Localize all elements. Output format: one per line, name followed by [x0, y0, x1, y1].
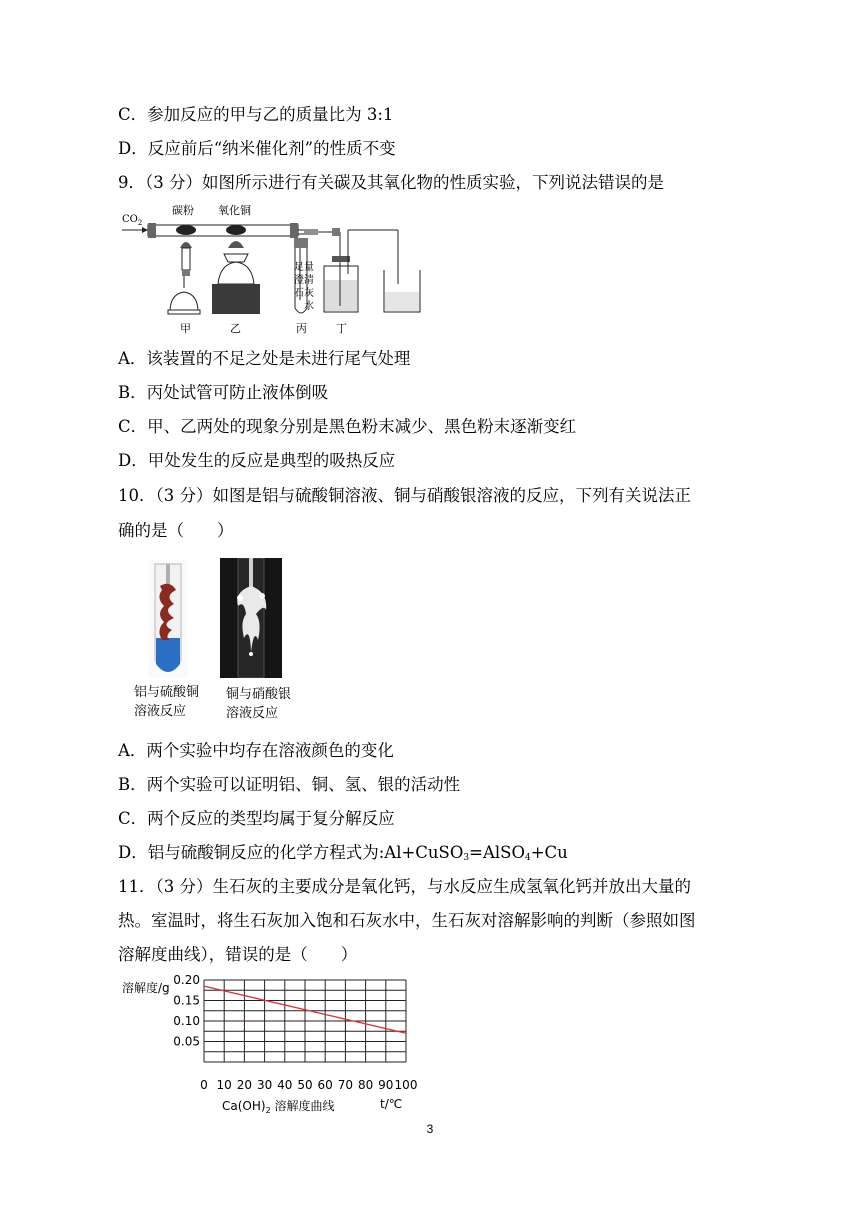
solubility-curve-chart [118, 974, 438, 1114]
q10-stem-line1: 10．（3 分）如图是铝与硫酸铜溶液、铜与硝酸银溶液的反应，下列有关说法正 [118, 486, 691, 505]
caption-left-line2: 溶液反应 [134, 704, 187, 719]
q10-option-d-sub2: 4 [524, 853, 531, 863]
y-tick-label: 0.15 [173, 993, 200, 1008]
svg-text:丙: 丙 [296, 322, 307, 335]
x-tick-label: 20 [236, 1078, 253, 1092]
q10-option-c: C．两个反应的类型均属于复分解反应 [118, 809, 395, 828]
x-axis-label: t/℃ [380, 1097, 403, 1111]
q10-option-b: B．两个实验可以证明铝、铜、氢、银的活动性 [118, 775, 461, 794]
y-tick-label: 0.20 [173, 974, 200, 987]
y-axis-label: 溶解度/g [122, 981, 170, 995]
svg-text:石灰: 石灰 [294, 288, 314, 299]
svg-text:CO2: $CO_2$ [122, 214, 143, 227]
x-tick-label: 90 [378, 1078, 394, 1092]
x-tick-label: 60 [317, 1078, 333, 1092]
svg-text:碳粉: 碳粉 [172, 204, 194, 217]
svg-text:丁: 丁 [336, 322, 347, 335]
copper-silver-nitrate-photo [220, 558, 282, 678]
q11-stem-line1: 11．（3 分）生石灰的主要成分是氧化钙，与水反应生成氢氧化钙并放出大量的 [118, 877, 691, 896]
y-tick-label: 0.10 [173, 1014, 200, 1028]
x-tick-labels [200, 1078, 417, 1092]
q10-option-d-suffix: +Cu [530, 843, 568, 862]
svg-text:澄清: 澄清 [294, 275, 314, 286]
x-tick-label: 30 [256, 1078, 273, 1092]
aluminium-copper-sulfate-photo [148, 560, 188, 678]
q9-option-d: D．甲处发生的反应是典型的吸热反应 [118, 451, 396, 470]
svg-text:甲: 甲 [180, 322, 191, 335]
x-tick-label: 0 [200, 1078, 208, 1092]
chart-caption: $Ca(OH)_2$ 溶解度曲线 [222, 1099, 335, 1114]
q9-option-c: C．甲、乙两处的现象分别是黑色粉末减少、黑色粉末逐渐变红 [118, 417, 577, 436]
x-tick-label: 40 [277, 1078, 293, 1092]
caption-right-line2: 溶液反应 [226, 706, 279, 721]
page-number: 3 [426, 1122, 434, 1136]
y-tick-label: 0.05 [173, 1034, 200, 1049]
caption-right-line1: 铜与硝酸银 [226, 687, 292, 702]
q11-stem-line2: 热。室温时，将生石灰加入饱和石灰水中，生石灰对溶解影响的判断（参照如图 [118, 911, 696, 930]
carbon-oxide-apparatus-figure [118, 200, 438, 338]
x-tick-label: 80 [357, 1078, 374, 1092]
x-tick-label: 70 [337, 1078, 354, 1092]
q10-option-d-prefix: D．铝与硫酸铜反应的化学方程式为:Al+CuSO [118, 843, 464, 862]
svg-text:乙: 乙 [230, 322, 241, 335]
x-tick-label: 10 [216, 1078, 232, 1092]
svg-text:足量: 足量 [294, 262, 314, 273]
x-tick-label: 100 [394, 1078, 418, 1092]
q10-option-a: A．两个实验中均存在溶液颜色的变化 [118, 741, 394, 760]
q10-option-d-sub1: 3 [463, 853, 470, 863]
q9-stem: 9．（3 分）如图所示进行有关碳及其氧化物的性质实验，下列说法错误的是 [118, 173, 664, 192]
q11-stem-line3: 溶解度曲线），错误的是（ ） [118, 945, 358, 964]
chart-grid [204, 980, 406, 1062]
q9-option-b: B．丙处试管可防止液体倒吸 [118, 383, 329, 402]
svg-text:水: 水 [304, 301, 314, 312]
q8-option-d: D．反应前后“纳米催化剂”的性质不变 [118, 139, 396, 158]
x-tick-label: 50 [297, 1078, 313, 1092]
q10-stem-line2: 确的是（ ） [118, 521, 234, 540]
q8-option-c: C．参加反应的甲与乙的质量比为 3:1 [118, 105, 394, 124]
q10-option-d-mid: =AlSO [469, 843, 525, 862]
caption-left-line1: 铝与硫酸铜 [134, 685, 200, 700]
svg-text:氧化铜: 氧化铜 [218, 204, 251, 217]
q9-option-a: A．该装置的不足之处是未进行尾气处理 [118, 349, 411, 368]
y-tick-labels [173, 974, 200, 1049]
q10-option-d [118, 842, 568, 869]
